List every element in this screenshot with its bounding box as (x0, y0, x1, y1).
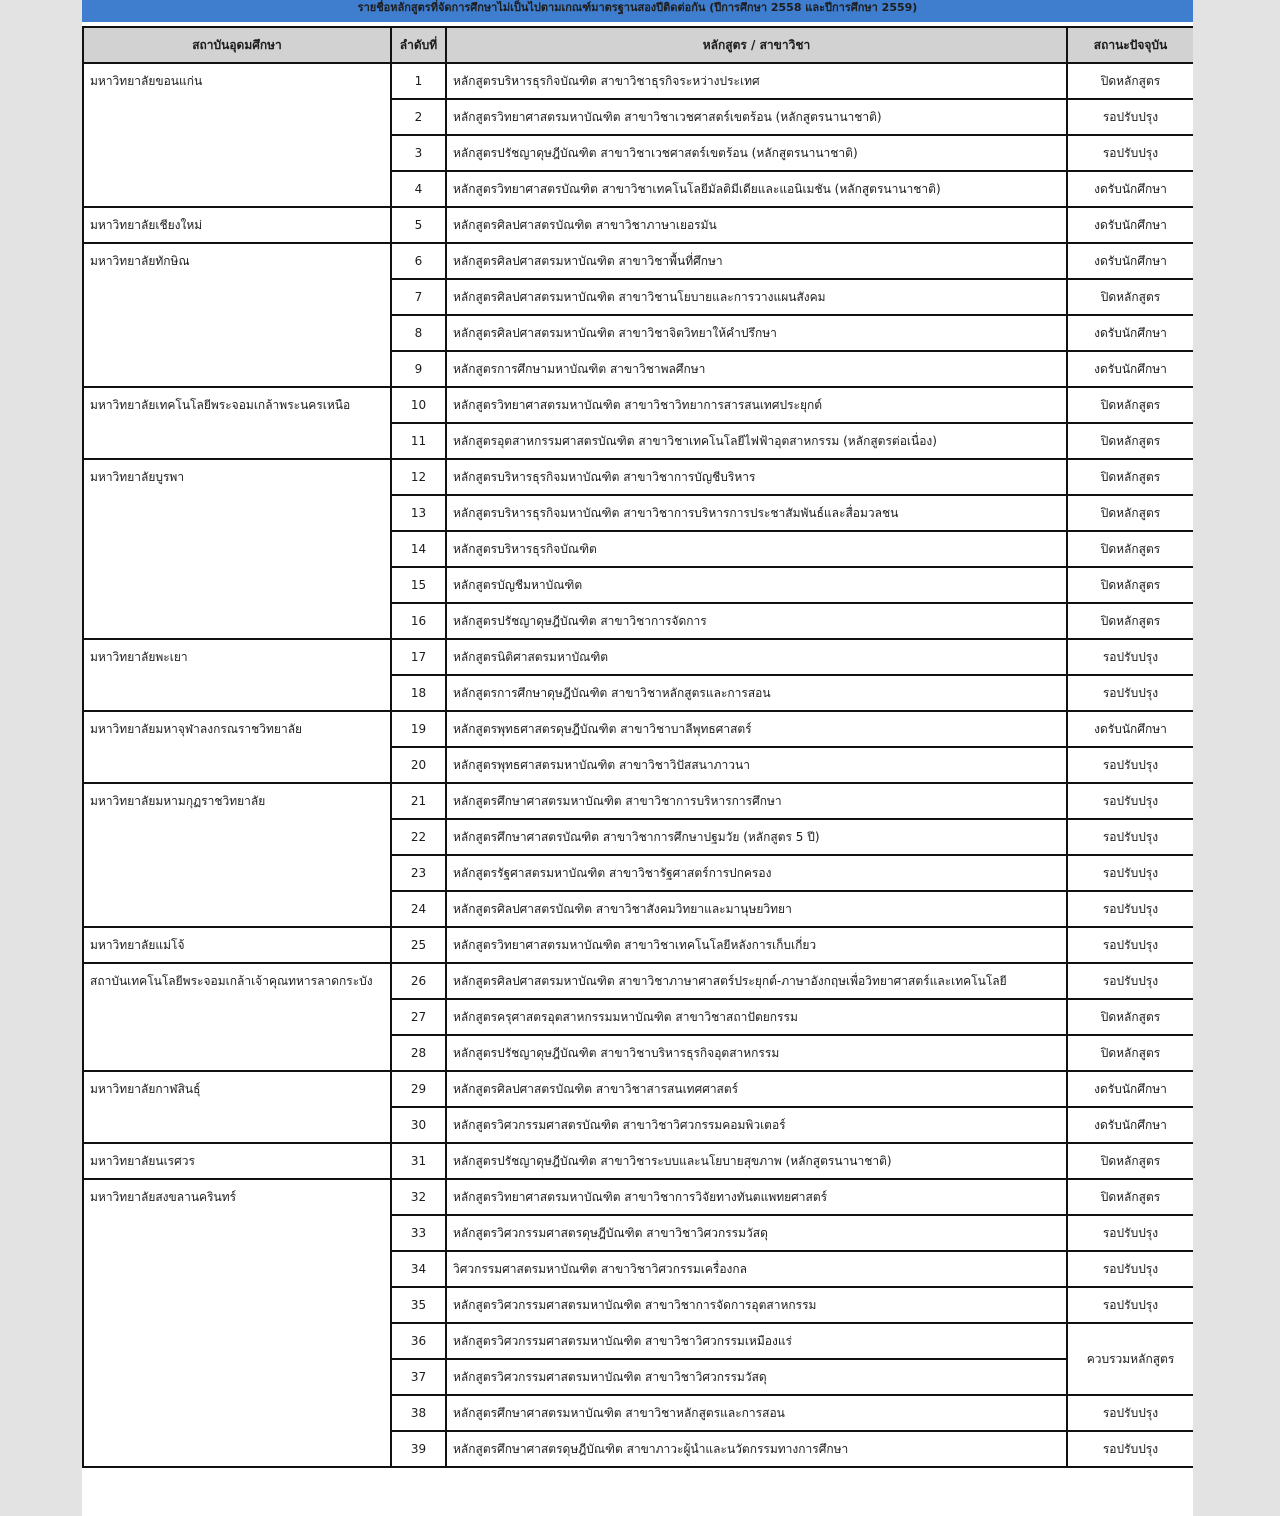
status-cell: ปิดหลักสูตร (1067, 531, 1193, 567)
header-program: หลักสูตร / สาขาวิชา (446, 27, 1067, 63)
program-cell: หลักสูตรการศึกษามหาบัณฑิต สาขาวิชาพลศึกษา (446, 351, 1067, 387)
program-cell: หลักสูตรปรัชญาดุษฎีบัณฑิต สาขาวิชาบริหารธุรกิจอุตสาหกรรม (446, 1035, 1067, 1071)
program-cell: หลักสูตรศึกษาศาสตรมหาบัณฑิต สาขาวิชาหลักสูตรและการสอน (446, 1395, 1067, 1431)
status-cell: ปิดหลักสูตร (1067, 279, 1193, 315)
institution-cell: มหาวิทยาลัยเทคโนโลยีพระจอมเกล้าพระนครเหนือ (83, 387, 391, 459)
status-cell: รอปรับปรุง (1067, 99, 1193, 135)
program-cell: หลักสูตรการศึกษาดุษฎีบัณฑิต สาขาวิชาหลักสูตรและการสอน (446, 675, 1067, 711)
table-row (83, 963, 1193, 999)
program-cell: หลักสูตรศิลปศาสตรบัณฑิต สาขาวิชาภาษาเยอรมัน (446, 207, 1067, 243)
curriculum-table (82, 26, 1193, 1468)
program-cell: หลักสูตรอุตสาหกรรมศาสตรบัณฑิต สาขาวิชาเทคโนโลยีไฟฟ้าอุตสาหกรรม (หลักสูตรต่อเนื่อง) (446, 423, 1067, 459)
status-cell: ปิดหลักสูตร (1067, 495, 1193, 531)
status-cell: งดรับนักศึกษา (1067, 1071, 1193, 1107)
program-cell: หลักสูตรศึกษาศาสตรดุษฎีบัณฑิต สาขาภาวะผู้นำและนวัตกรรมทางการศึกษา (446, 1431, 1067, 1467)
status-cell: รอปรับปรุง (1067, 1287, 1193, 1323)
row-number-cell: 34 (391, 1251, 446, 1287)
row-number-cell: 11 (391, 423, 446, 459)
status-cell: งดรับนักศึกษา (1067, 171, 1193, 207)
row-number-cell: 23 (391, 855, 446, 891)
table-row (83, 639, 1193, 675)
row-number-cell: 30 (391, 1107, 446, 1143)
row-number-cell: 13 (391, 495, 446, 531)
status-cell: ปิดหลักสูตร (1067, 1179, 1193, 1215)
program-cell: หลักสูตรวิทยาศาสตรบัณฑิต สาขาวิชาเทคโนโลยีมัลติมีเดียและแอนิเมชัน (หลักสูตรนานาชาติ) (446, 171, 1067, 207)
row-number-cell: 22 (391, 819, 446, 855)
status-cell: งดรับนักศึกษา (1067, 711, 1193, 747)
row-number-cell: 10 (391, 387, 446, 423)
program-cell: หลักสูตรศิลปศาสตรมหาบัณฑิต สาขาวิชาจิตวิทยาให้คำปรึกษา (446, 315, 1067, 351)
status-cell: รอปรับปรุง (1067, 135, 1193, 171)
table-row (83, 459, 1193, 495)
status-cell: รอปรับปรุง (1067, 819, 1193, 855)
row-number-cell: 27 (391, 999, 446, 1035)
program-cell: หลักสูตรวิทยาศาสตรมหาบัณฑิต สาขาวิชาการวิจัยทางทันตแพทยศาสตร์ (446, 1179, 1067, 1215)
program-cell: หลักสูตรศิลปศาสตรมหาบัณฑิต สาขาวิชานโยบายและการวางแผนสังคม (446, 279, 1067, 315)
program-cell: หลักสูตรวิทยาศาสตรมหาบัณฑิต สาขาวิชาเทคโนโลยีหลังการเก็บเกี่ยว (446, 927, 1067, 963)
program-cell: หลักสูตรวิศวกรรมศาสตรมหาบัณฑิต สาขาวิชาการจัดการอุตสาหกรรม (446, 1287, 1067, 1323)
row-number-cell: 15 (391, 567, 446, 603)
row-number-cell: 9 (391, 351, 446, 387)
program-cell: หลักสูตรวิศวกรรมศาสตรมหาบัณฑิต สาขาวิชาวิศวกรรมวัสดุ (446, 1359, 1067, 1395)
status-cell: รอปรับปรุง (1067, 1215, 1193, 1251)
status-cell: ปิดหลักสูตร (1067, 387, 1193, 423)
row-number-cell: 39 (391, 1431, 446, 1467)
row-number-cell: 26 (391, 963, 446, 999)
status-cell: ปิดหลักสูตร (1067, 567, 1193, 603)
table-row (83, 63, 1193, 99)
status-cell: งดรับนักศึกษา (1067, 351, 1193, 387)
row-number-cell: 16 (391, 603, 446, 639)
row-number-cell: 37 (391, 1359, 446, 1395)
row-number-cell: 12 (391, 459, 446, 495)
status-cell: รอปรับปรุง (1067, 1431, 1193, 1467)
table-row (83, 243, 1193, 279)
table-title: รายชื่อหลักสูตรที่จัดการศึกษาไม่เป็นไปตามเกณฑ์มาตรฐานสองปีติดต่อกัน (ปีการศึกษา 2558 และปีการศึกษา 2559) (82, 0, 1193, 22)
row-number-cell: 5 (391, 207, 446, 243)
program-cell: หลักสูตรวิศวกรรมศาสตรมหาบัณฑิต สาขาวิชาวิศวกรรมเหมืองแร่ (446, 1323, 1067, 1359)
row-number-cell: 29 (391, 1071, 446, 1107)
program-cell: หลักสูตรวิศวกรรมศาสตรดุษฎีบัณฑิต สาขาวิชาวิศวกรรมวัสดุ (446, 1215, 1067, 1251)
program-cell: หลักสูตรปรัชญาดุษฎีบัณฑิต สาขาวิชาการจัดการ (446, 603, 1067, 639)
institution-cell: มหาวิทยาลัยพะเยา (83, 639, 391, 711)
institution-cell: มหาวิทยาลัยมหาจุฬาลงกรณราชวิทยาลัย (83, 711, 391, 783)
status-cell: ปิดหลักสูตร (1067, 1143, 1193, 1179)
status-cell: งดรับนักศึกษา (1067, 315, 1193, 351)
status-cell: ควบรวมหลักสูตร (1067, 1323, 1193, 1395)
row-number-cell: 18 (391, 675, 446, 711)
row-number-cell: 31 (391, 1143, 446, 1179)
row-number-cell: 20 (391, 747, 446, 783)
row-number-cell: 6 (391, 243, 446, 279)
institution-cell: มหาวิทยาลัยมหามกุฏราชวิทยาลัย (83, 783, 391, 927)
status-cell: รอปรับปรุง (1067, 927, 1193, 963)
row-number-cell: 3 (391, 135, 446, 171)
status-cell: งดรับนักศึกษา (1067, 1107, 1193, 1143)
institution-cell: สถาบันเทคโนโลยีพระจอมเกล้าเจ้าคุณทหารลาดกระบัง (83, 963, 391, 1071)
table-row (83, 387, 1193, 423)
program-cell: วิศวกรรมศาสตรมหาบัณฑิต สาขาวิชาวิศวกรรมเครื่องกล (446, 1251, 1067, 1287)
program-cell: หลักสูตรศึกษาศาสตรบัณฑิต สาขาวิชาการศึกษาปฐมวัย (หลักสูตร 5 ปี) (446, 819, 1067, 855)
status-cell: ปิดหลักสูตร (1067, 1035, 1193, 1071)
program-cell: หลักสูตรนิติศาสตรมหาบัณฑิต (446, 639, 1067, 675)
row-number-cell: 25 (391, 927, 446, 963)
table-row (83, 207, 1193, 243)
table-row (83, 1071, 1193, 1107)
program-cell: หลักสูตรศิลปศาสตรบัณฑิต สาขาวิชาสารสนเทศศาสตร์ (446, 1071, 1067, 1107)
row-number-cell: 1 (391, 63, 446, 99)
header-no: ลำดับที่ (391, 27, 446, 63)
row-number-cell: 21 (391, 783, 446, 819)
institution-cell: มหาวิทยาลัยกาฬสินธุ์ (83, 1071, 391, 1143)
document-page (82, 0, 1193, 1516)
row-number-cell: 24 (391, 891, 446, 927)
header-status: สถานะปัจจุบัน (1067, 27, 1193, 63)
row-number-cell: 4 (391, 171, 446, 207)
row-number-cell: 28 (391, 1035, 446, 1071)
status-cell: ปิดหลักสูตร (1067, 603, 1193, 639)
program-cell: หลักสูตรบริหารธุรกิจมหาบัณฑิต สาขาวิชาการบัญชีบริหาร (446, 459, 1067, 495)
program-cell: หลักสูตรวิทยาศาสตรมหาบัณฑิต สาขาวิชาเวชศาสตร์เขตร้อน (หลักสูตรนานาชาติ) (446, 99, 1067, 135)
status-cell: ปิดหลักสูตร (1067, 459, 1193, 495)
table-header-row (83, 27, 1193, 63)
institution-cell: มหาวิทยาลัยทักษิณ (83, 243, 391, 387)
program-cell: หลักสูตรบริหารธุรกิจมหาบัณฑิต สาขาวิชาการบริหารการประชาสัมพันธ์และสื่อมวลชน (446, 495, 1067, 531)
institution-cell: มหาวิทยาลัยสงขลานครินทร์ (83, 1179, 391, 1467)
status-cell: รอปรับปรุง (1067, 855, 1193, 891)
row-number-cell: 36 (391, 1323, 446, 1359)
table-body (83, 63, 1193, 1467)
status-cell: รอปรับปรุง (1067, 747, 1193, 783)
status-cell: รอปรับปรุง (1067, 639, 1193, 675)
program-cell: หลักสูตรศิลปศาสตรมหาบัณฑิต สาขาวิชาภาษาศาสตร์ประยุกต์-ภาษาอังกฤษเพื่อวิทยาศาสตร์และเทคโนโลยี (446, 963, 1067, 999)
status-cell: ปิดหลักสูตร (1067, 423, 1193, 459)
institution-cell: มหาวิทยาลัยนเรศวร (83, 1143, 391, 1179)
row-number-cell: 19 (391, 711, 446, 747)
status-cell: งดรับนักศึกษา (1067, 207, 1193, 243)
program-cell: หลักสูตรบริหารธุรกิจบัณฑิต สาขาวิชาธุรกิจระหว่างประเทศ (446, 63, 1067, 99)
status-cell: ปิดหลักสูตร (1067, 999, 1193, 1035)
status-cell: รอปรับปรุง (1067, 783, 1193, 819)
table-row (83, 927, 1193, 963)
row-number-cell: 8 (391, 315, 446, 351)
program-cell: หลักสูตรบัญชีมหาบัณฑิต (446, 567, 1067, 603)
row-number-cell: 17 (391, 639, 446, 675)
header-institution: สถาบันอุดมศึกษา (83, 27, 391, 63)
program-cell: หลักสูตรพุทธศาสตรมหาบัณฑิต สาขาวิชาวิปัสสนาภาวนา (446, 747, 1067, 783)
program-cell: หลักสูตรรัฐศาสตรมหาบัณฑิต สาขาวิชารัฐศาสตร์การปกครอง (446, 855, 1067, 891)
row-number-cell: 38 (391, 1395, 446, 1431)
program-cell: หลักสูตรบริหารธุรกิจบัณฑิต (446, 531, 1067, 567)
table-row (83, 1179, 1193, 1215)
program-cell: หลักสูตรศึกษาศาสตรมหาบัณฑิต สาขาวิชาการบริหารการศึกษา (446, 783, 1067, 819)
status-cell: ปิดหลักสูตร (1067, 63, 1193, 99)
row-number-cell: 7 (391, 279, 446, 315)
institution-cell: มหาวิทยาลัยขอนแก่น (83, 63, 391, 207)
row-number-cell: 2 (391, 99, 446, 135)
institution-cell: มหาวิทยาลัยแม่โจ้ (83, 927, 391, 963)
row-number-cell: 35 (391, 1287, 446, 1323)
row-number-cell: 14 (391, 531, 446, 567)
row-number-cell: 32 (391, 1179, 446, 1215)
program-cell: หลักสูตรวิศวกรรมศาสตรบัณฑิต สาขาวิชาวิศวกรรมคอมพิวเตอร์ (446, 1107, 1067, 1143)
status-cell: รอปรับปรุง (1067, 1251, 1193, 1287)
program-cell: หลักสูตรปรัชญาดุษฎีบัณฑิต สาขาวิชาเวชศาสตร์เขตร้อน (หลักสูตรนานาชาติ) (446, 135, 1067, 171)
program-cell: หลักสูตรครุศาสตรอุตสาหกรรมมหาบัณฑิต สาขาวิชาสถาปัตยกรรม (446, 999, 1067, 1035)
institution-cell: มหาวิทยาลัยเชียงใหม่ (83, 207, 391, 243)
program-cell: หลักสูตรศิลปศาสตรบัณฑิต สาขาวิชาสังคมวิทยาและมานุษยวิทยา (446, 891, 1067, 927)
status-cell: รอปรับปรุง (1067, 1395, 1193, 1431)
program-cell: หลักสูตรพุทธศาสตรดุษฎีบัณฑิต สาขาวิชาบาลีพุทธศาสตร์ (446, 711, 1067, 747)
row-number-cell: 33 (391, 1215, 446, 1251)
institution-cell: มหาวิทยาลัยบูรพา (83, 459, 391, 639)
status-cell: รอปรับปรุง (1067, 675, 1193, 711)
program-cell: หลักสูตรศิลปศาสตรมหาบัณฑิต สาขาวิชาพื้นที่ศึกษา (446, 243, 1067, 279)
table-row (83, 783, 1193, 819)
table-row (83, 1143, 1193, 1179)
program-cell: หลักสูตรปรัชญาดุษฎีบัณฑิต สาขาวิชาระบบและนโยบายสุขภาพ (หลักสูตรนานาชาติ) (446, 1143, 1067, 1179)
table-row (83, 711, 1193, 747)
status-cell: รอปรับปรุง (1067, 891, 1193, 927)
status-cell: รอปรับปรุง (1067, 963, 1193, 999)
status-cell: งดรับนักศึกษา (1067, 243, 1193, 279)
program-cell: หลักสูตรวิทยาศาสตรมหาบัณฑิต สาขาวิชาวิทยาการสารสนเทศประยุกต์ (446, 387, 1067, 423)
